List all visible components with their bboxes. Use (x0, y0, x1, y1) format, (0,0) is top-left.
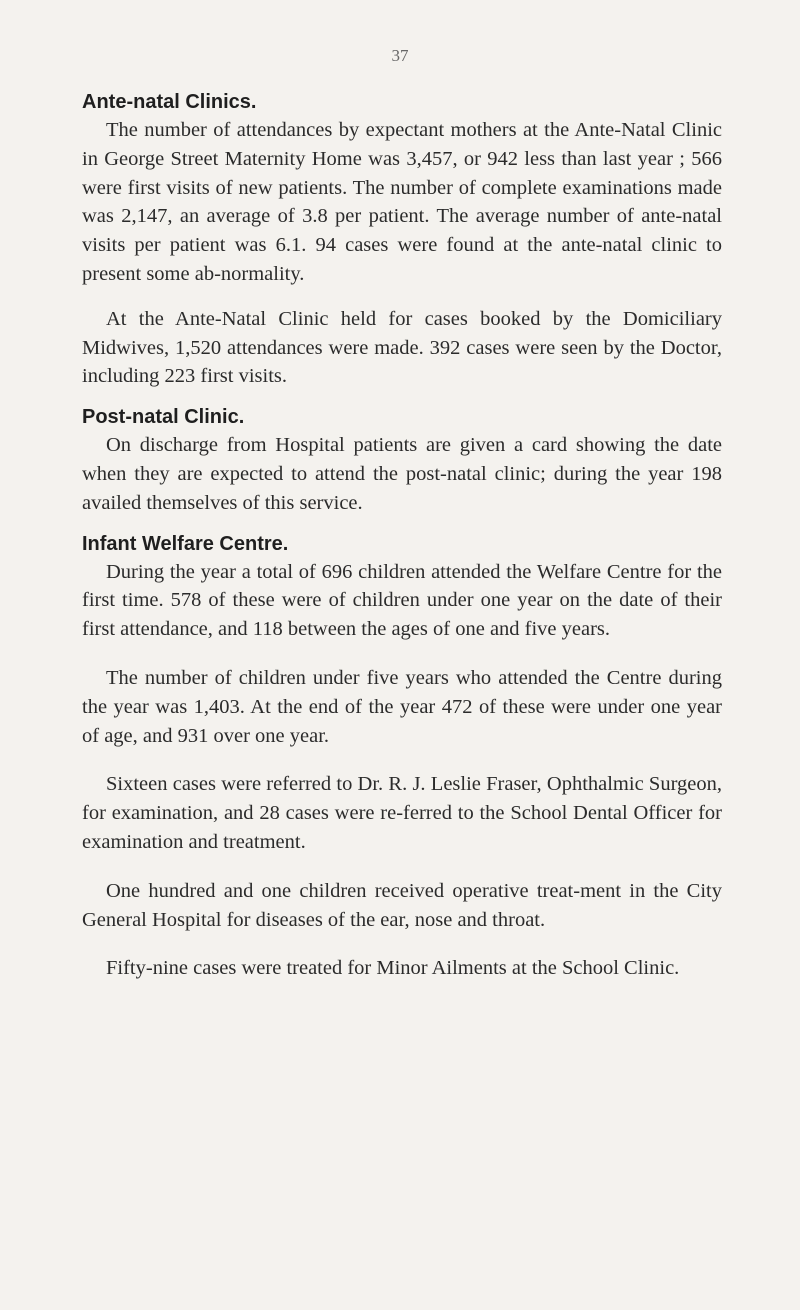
page-content (82, 88, 722, 983)
paragraph: Fifty-nine cases were treated for Minor Ailments at the School Clinic. (106, 957, 680, 980)
paragraph: On discharge from Hospital patients are given a card showing the date when they are expected to attend the post-natal clinic; during the year 198 availed themselves of this service. (82, 434, 722, 514)
paragraph: Sixteen cases were referred to Dr. R. J. Leslie Fraser, Ophthalmic Surgeon, for examination, and 28 cases were re-ferred to the School Dental Officer for examination and treatment. (82, 773, 722, 853)
section-post-natal-clinic (82, 403, 722, 517)
section-heading: Post-natal Clinic. (82, 406, 245, 429)
page-number: 37 (391, 46, 409, 65)
paragraph: At the Ante-Natal Clinic held for cases booked by the Domiciliary Midwives, 1,520 attendances were made. 392 cases were seen by the Doctor, including 223 first visits. (82, 307, 722, 388)
paragraph: During the year a total of 696 children attended the Welfare Centre for the first time. 578 of these were of children under one year on the date of their first attendance, and 118 between the ages of one and five years. (82, 560, 722, 641)
paragraph: One hundred and one children received operative treat-ment in the City General Hospital for diseases of the ear, nose and throat. (82, 879, 722, 931)
paragraph: The number of children under five years who attended the Centre during the year was 1,403. At the end of the year 472 of these were under one year of age, and 931 over one year. (82, 666, 722, 747)
section-infant-welfare-centre (82, 530, 722, 984)
section-heading: Infant Welfare Centre. (82, 532, 289, 555)
section-heading: Ante-natal Clinics. (82, 91, 257, 113)
section-ante-natal-clinics (82, 88, 722, 391)
paragraph: The number of attendances by expectant mothers at the Ante-Natal Clinic in George Street Maternity Home was 3,457, or 942 less than last year ; 566 were first visits of new patients. The number of complete examinations made was 2,147, an average of 3.8 per patient. The average number of ante-natal visits per patient was 6.1. 94 cases were found at the ante-natal clinic to present some ab-normality. (82, 119, 722, 285)
